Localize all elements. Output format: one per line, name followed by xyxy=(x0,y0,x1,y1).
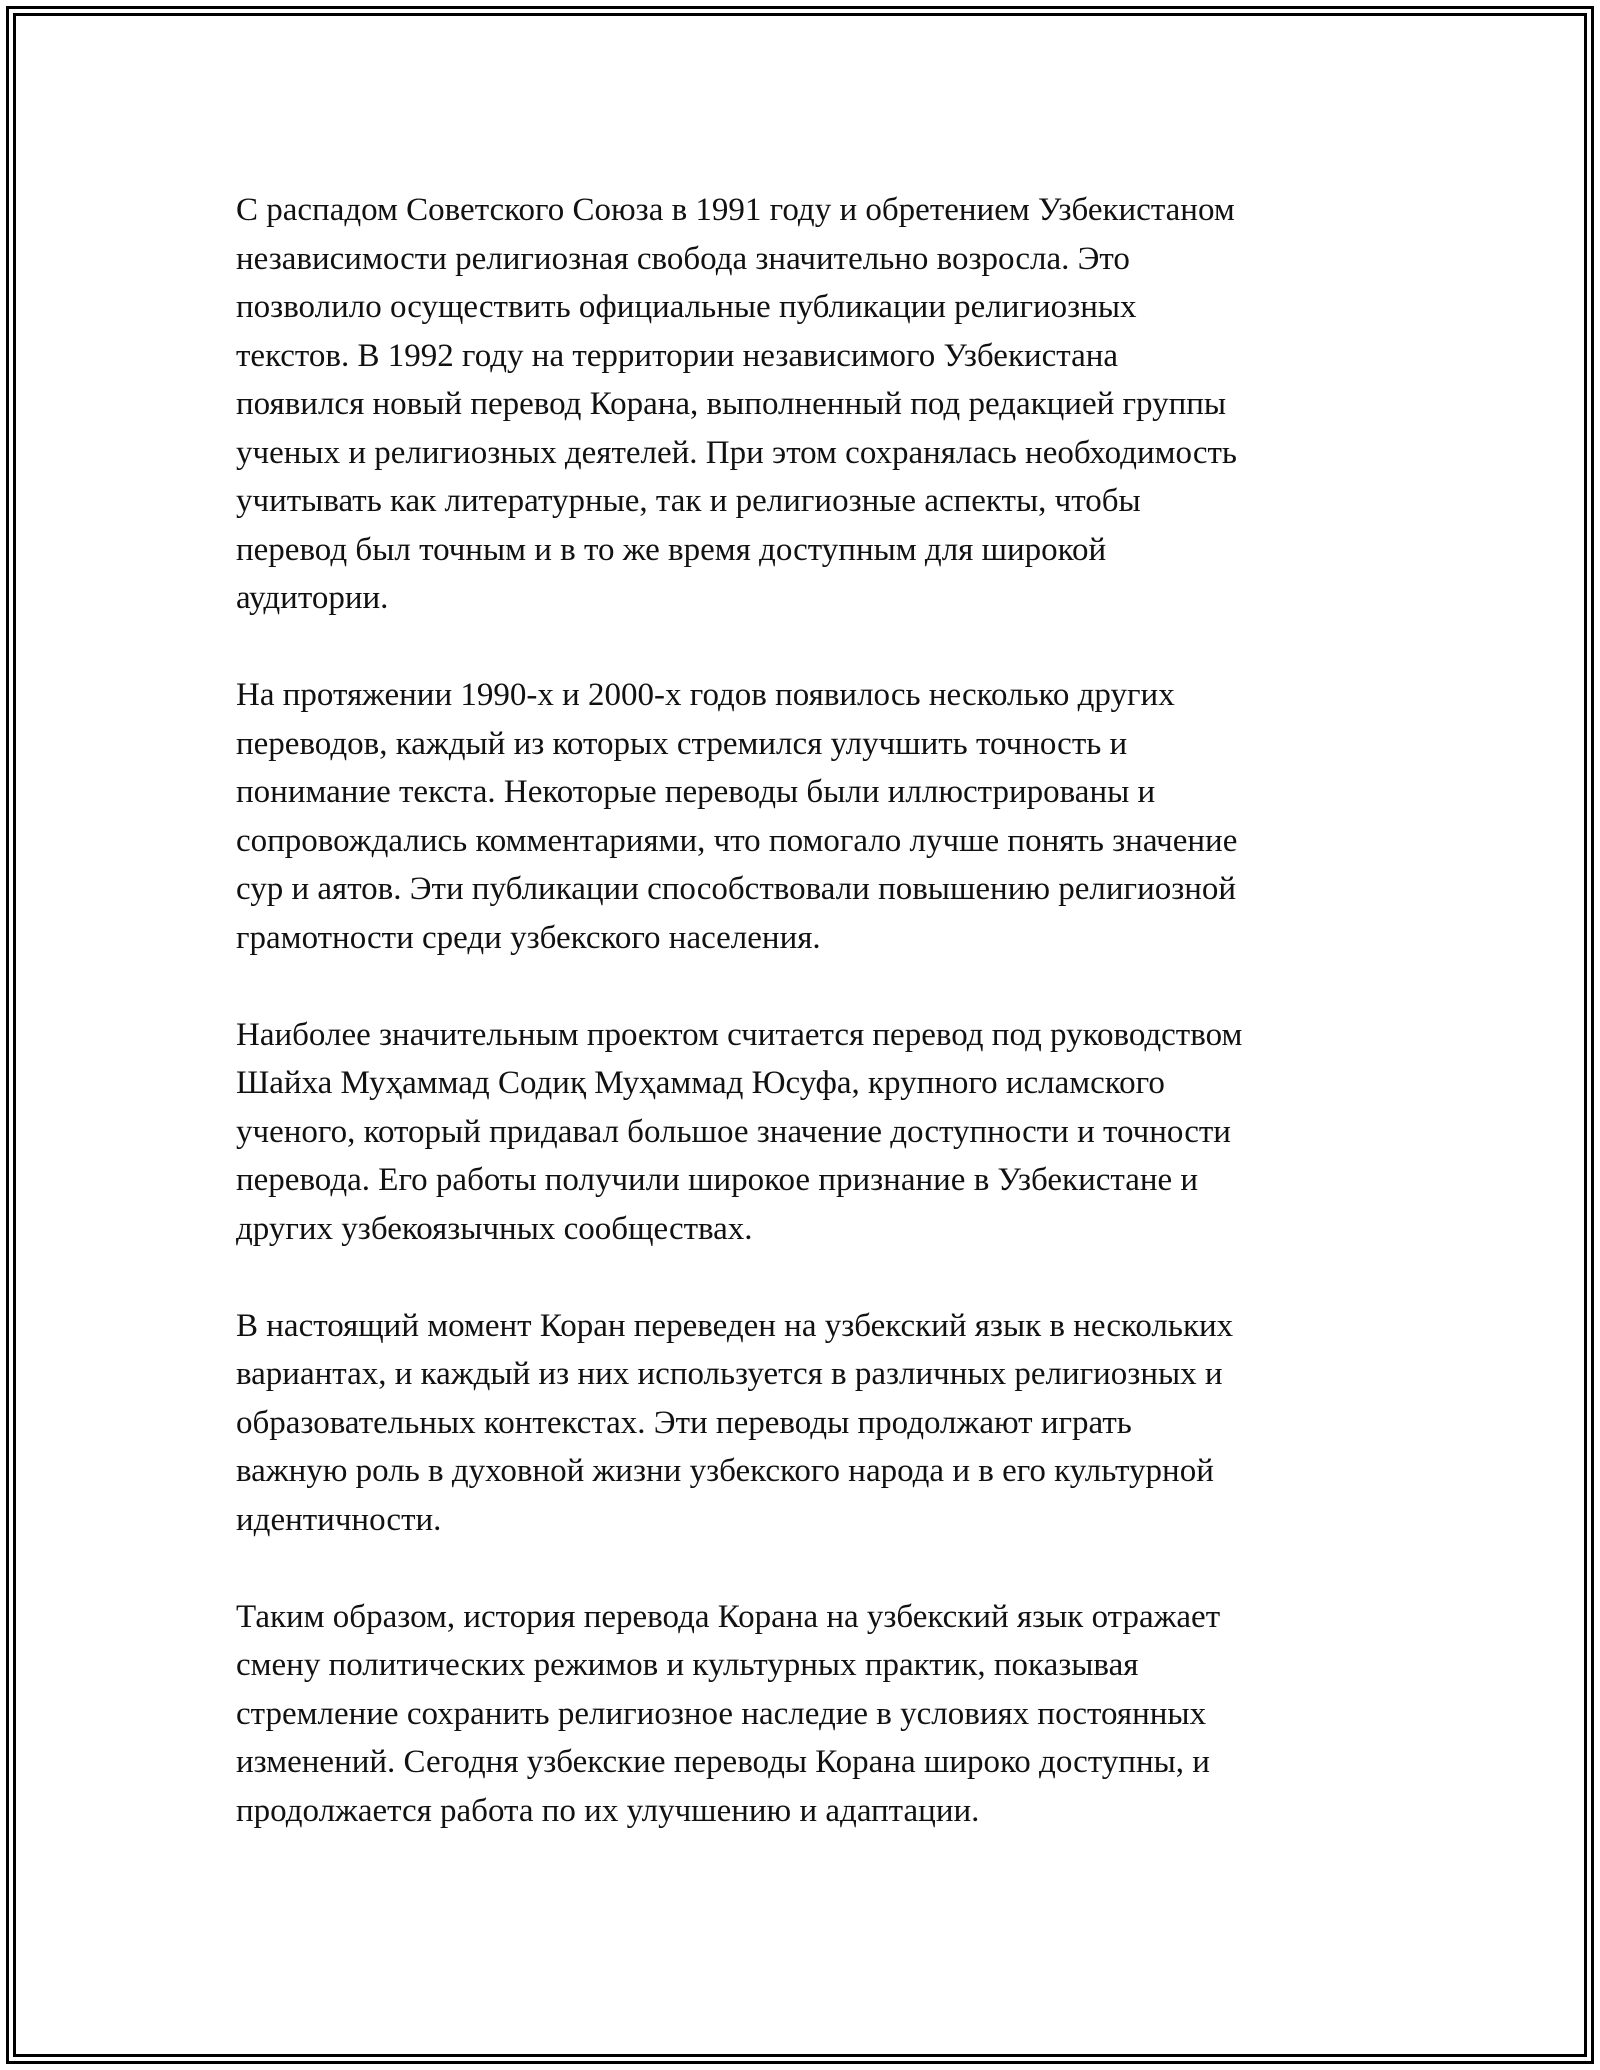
document-body xyxy=(236,186,1376,1884)
paragraph-4: В настоящий момент Коран переведен на узбекский язык в нескольких вариантах, и каждый из них используется в различных религиозных и образовательных контекстах. Эти переводы продолжают играть важную роль в духовной жизни узбекского народа и в его культурной идентичности. xyxy=(236,1307,1234,1538)
paragraph-2: На протяжении 1990-х и 2000-х годов появилось несколько других переводов, каждый из которых стремился улучшить точность и понимание текста. Некоторые переводы были иллюстрированы и сопровождались комментариями, что помогало лучше понять значение сур и аятов. Эти публикации способствовали повышению религиозной грамотности среди узбекского населения. xyxy=(236,677,1238,956)
paragraph-1: С распадом Советского Союза в 1991 году и обретением Узбекистаном независимости религиозная свобода значительно возросла. Это позволило осуществить официальные публикации религиозных текстов. В 1992 году на территории независимого Узбекистана появился новый перевод Корана, выполненный под редакцией группы ученых и религиозных деятелей. При этом сохранялась необходимость учитывать как литературные, так и религиозные аспекты, чтобы перевод был точным и в то же время доступным для широкой аудитории. xyxy=(236,192,1237,616)
paragraph-5: Таким образом, история перевода Корана на узбекский язык отражает смену политических режимов и культурных практик, показывая стремление сохранить религиозное наследие в условиях постоянных изменений. Сегодня узбекские переводы Корана широко доступны, и продолжается работа по их улучшению и адаптации. xyxy=(236,1598,1221,1829)
paragraph-3: Наиболее значительным проектом считается перевод под руководством Шайха Муҳаммад Содиқ Муҳаммад Юсуфа, крупного исламского ученого, который придавал большое значение доступности и точности перевода. Его работы получили широкое признание в Узбекистане и других узбекоязычных сообществах. xyxy=(236,1016,1243,1247)
